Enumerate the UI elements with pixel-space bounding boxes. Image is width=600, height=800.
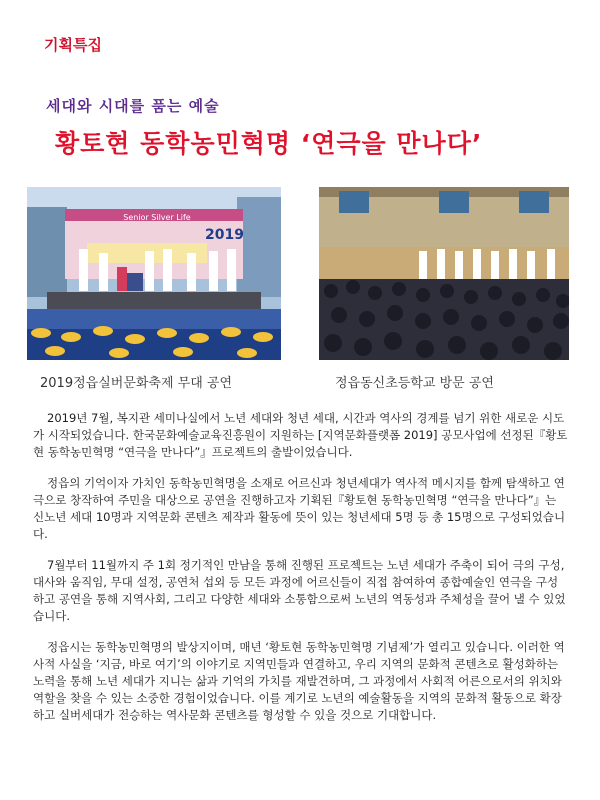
festival-stage-photo	[27, 187, 281, 360]
svg-text:Senior Silver Life: Senior Silver Life	[123, 213, 191, 222]
section-tag: 기획특집	[44, 36, 102, 54]
article-subtitle: 세대와 시대를 품는 예술	[46, 97, 220, 115]
article-title: 황토현 동학농민혁명 ‘연극을 만나다’	[55, 129, 483, 158]
article-body	[33, 410, 568, 738]
photo-caption-festival: 2019정읍실버문화축제 무대 공연	[40, 376, 233, 391]
banner-year-text: 2019	[205, 227, 244, 243]
article-paragraph: 2019년 7월, 복지관 세미나실에서 노년 세대와 청년 세대, 시간과 역사의 경계를 넘기 위한 새로운 시도가 시작되었습니다. 한국문화예술교육진흥원이 지원하는 [지역문화플랫폼 2019] 공모사업에 선정된『황토현 동학농민혁명 “연극을 만나다”』프로젝트의 출발이었습니다.	[33, 411, 568, 459]
article-paragraph: 정읍시는 동학농민혁명의 발상지이며, 매년 ‘황토현 동학농민혁명 기념제’가 열리고 있습니다. 이러한 역사적 사실을 ‘지금, 바로 여기’의 이야기로 지역민들과 연결하고, 우리 지역의 문화적 콘텐츠로 활성화하는 노력을 통해 노년 세대가 지니는 삶과 기억의 가치를 재발견하며, 그 과정에서 사회적 어른으로서의 위치와 역할을 찾을 수 있는 소중한 경험이었습니다. 이를 계기로 노년의 예술활동을 지역의 문화적 활동으로 확장하고 실버세대가 전승하는 역사문화 콘텐츠를 형성할 수 있을 것으로 기대합니다.	[33, 640, 565, 722]
article-paragraph: 정읍의 기억이자 가치인 동학농민혁명을 소재로 어르신과 청년세대가 역사적 메시지를 함께 탐색하고 연극으로 창작하여 주민을 대상으로 공연을 진행하고자 기획된『황토현 동학농민혁명 “연극을 만나다”』는 신노년 세대 10명과 지역문화 콘텐츠 제작과 활동에 뜻이 있는 청년세대 5명 등 총 15명으로 구성되었습니다.	[33, 476, 566, 541]
school-visit-photo	[319, 187, 569, 360]
photo-caption-school: 정읍동신초등학교 방문 공연	[335, 376, 494, 391]
article-paragraph: 7월부터 11월까지 주 1회 정기적인 만남을 통해 진행된 프로젝트는 노년 세대가 주축이 되어 극의 구성, 대사와 움직임, 무대 설정, 공연처 섭외 등 모든 과정에 어르신들이 직접 참여하여 종합예술인 연극을 구성하고 공연을 통해 지역사회, 그리고 다양한 세대와 소통함으로써 노년의 역동성과 주체성을 끌어 낼 수 있었습니다.	[33, 558, 566, 623]
